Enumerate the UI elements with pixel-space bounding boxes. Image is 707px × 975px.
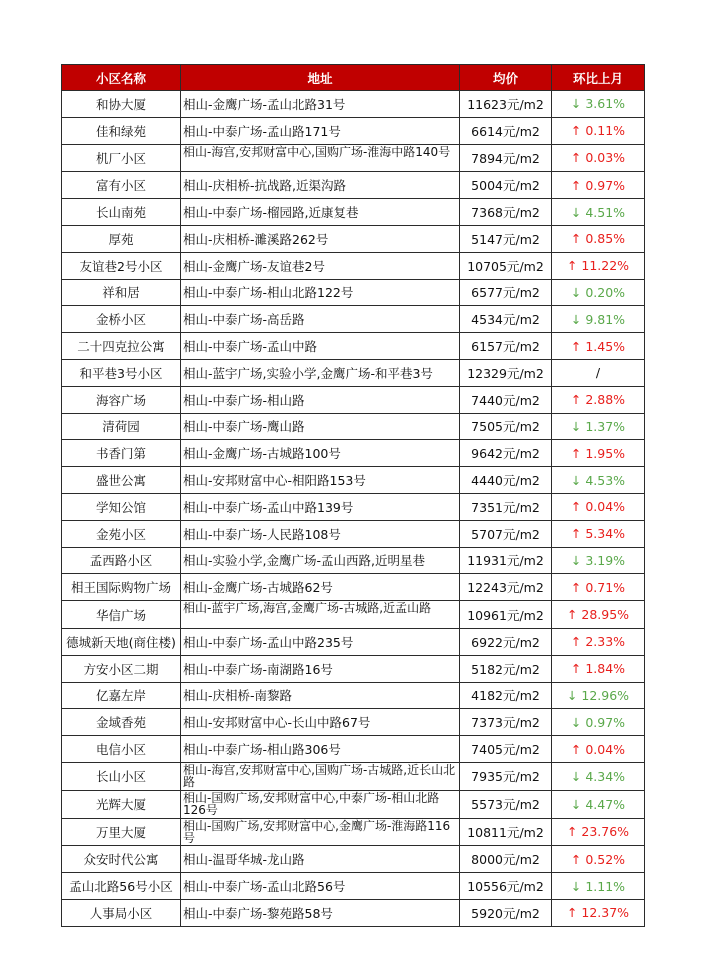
table-row — [62, 440, 645, 467]
address-cell: 相山-中泰广场-相山路 — [181, 386, 460, 413]
change-cell: ↑ 28.95% — [552, 601, 645, 629]
community-name-cell: 方安小区二期 — [62, 655, 181, 682]
community-name-cell: 学知公馆 — [62, 493, 181, 520]
average-price-cell: 7935元/m2 — [460, 762, 552, 790]
address-cell: 相山-金鹰广场-古城路100号 — [181, 440, 460, 467]
change-cell: / — [552, 359, 645, 386]
change-cell: ↓ 1.11% — [552, 873, 645, 900]
header-average-price: 均价 — [460, 65, 552, 91]
community-name-cell: 富有小区 — [62, 172, 181, 199]
table-row — [62, 762, 645, 790]
table-row — [62, 199, 645, 226]
community-name-cell: 书香门第 — [62, 440, 181, 467]
community-name-cell: 众安时代公寓 — [62, 846, 181, 873]
change-cell: ↑ 0.04% — [552, 493, 645, 520]
table-row — [62, 117, 645, 144]
average-price-cell: 10961元/m2 — [460, 601, 552, 629]
community-name-cell: 金苑小区 — [62, 520, 181, 547]
address-cell: 相山-中泰广场-孟山中路 — [181, 333, 460, 360]
change-cell: ↑ 0.52% — [552, 846, 645, 873]
change-cell: ↓ 4.47% — [552, 790, 645, 818]
table-row — [62, 225, 645, 252]
table-row — [62, 899, 645, 926]
community-name-cell: 机厂小区 — [62, 144, 181, 172]
table-row — [62, 413, 645, 440]
change-cell: ↑ 11.22% — [552, 252, 645, 279]
table-row — [62, 709, 645, 736]
average-price-cell: 10811元/m2 — [460, 818, 552, 846]
table-row — [62, 846, 645, 873]
address-cell: 相山-蓝宇广场,海宫,金鹰广场-古城路,近孟山路 — [181, 601, 460, 629]
community-name-cell: 祥和居 — [62, 279, 181, 306]
average-price-cell: 10705元/m2 — [460, 252, 552, 279]
community-name-cell: 德城新天地(商住楼) — [62, 628, 181, 655]
price-table-container — [61, 64, 645, 927]
community-name-cell: 电信小区 — [62, 736, 181, 763]
change-cell: ↑ 23.76% — [552, 818, 645, 846]
average-price-cell: 5573元/m2 — [460, 790, 552, 818]
average-price-cell: 7351元/m2 — [460, 493, 552, 520]
average-price-cell: 7405元/m2 — [460, 736, 552, 763]
address-cell: 相山-中泰广场-孟山路171号 — [181, 117, 460, 144]
community-name-cell: 友谊巷2号小区 — [62, 252, 181, 279]
address-cell: 相山-中泰广场-孟山中路139号 — [181, 493, 460, 520]
address-cell: 相山-中泰广场-榴园路,近康复巷 — [181, 199, 460, 226]
community-name-cell: 清荷园 — [62, 413, 181, 440]
change-cell: ↑ 1.45% — [552, 333, 645, 360]
community-name-cell: 海容广场 — [62, 386, 181, 413]
change-cell: ↓ 1.37% — [552, 413, 645, 440]
table-row — [62, 790, 645, 818]
community-name-cell: 人事局小区 — [62, 899, 181, 926]
community-name-cell: 金桥小区 — [62, 306, 181, 333]
community-name-cell: 光辉大厦 — [62, 790, 181, 818]
table-row — [62, 467, 645, 494]
table-row — [62, 601, 645, 629]
header-month-over-month: 环比上月 — [552, 65, 645, 91]
community-name-cell: 长山小区 — [62, 762, 181, 790]
address-cell: 相山-金鹰广场-友谊巷2号 — [181, 252, 460, 279]
address-cell: 相山-国购广场,安邦财富中心,金鹰广场-淮海路116号 — [181, 818, 460, 846]
average-price-cell: 8000元/m2 — [460, 846, 552, 873]
change-cell: ↓ 4.51% — [552, 199, 645, 226]
table-row — [62, 333, 645, 360]
change-cell: ↑ 0.11% — [552, 117, 645, 144]
change-cell: ↑ 0.71% — [552, 574, 645, 601]
community-name-cell: 华信广场 — [62, 601, 181, 629]
address-cell: 相山-金鹰广场-孟山北路31号 — [181, 91, 460, 118]
table-row — [62, 628, 645, 655]
change-cell: ↑ 2.88% — [552, 386, 645, 413]
change-cell: ↑ 0.04% — [552, 736, 645, 763]
table-row — [62, 386, 645, 413]
average-price-cell: 7368元/m2 — [460, 199, 552, 226]
average-price-cell: 6157元/m2 — [460, 333, 552, 360]
table-header — [62, 65, 645, 91]
community-name-cell: 盛世公寓 — [62, 467, 181, 494]
table-row — [62, 279, 645, 306]
table-row — [62, 655, 645, 682]
average-price-cell: 7894元/m2 — [460, 144, 552, 172]
address-cell: 相山-海宫,安邦财富中心,国购广场-古城路,近长山北路 — [181, 762, 460, 790]
address-cell: 相山-海宫,安邦财富中心,国购广场-淮海中路140号 — [181, 144, 460, 172]
average-price-cell: 12243元/m2 — [460, 574, 552, 601]
address-cell: 相山-金鹰广场-古城路62号 — [181, 574, 460, 601]
table-row — [62, 547, 645, 574]
average-price-cell: 5707元/m2 — [460, 520, 552, 547]
address-cell: 相山-安邦财富中心-相阳路153号 — [181, 467, 460, 494]
average-price-cell: 5920元/m2 — [460, 899, 552, 926]
average-price-cell: 12329元/m2 — [460, 359, 552, 386]
average-price-cell: 10556元/m2 — [460, 873, 552, 900]
address-cell: 相山-中泰广场-孟山北路56号 — [181, 873, 460, 900]
average-price-cell: 5147元/m2 — [460, 225, 552, 252]
table-row — [62, 818, 645, 846]
change-cell: ↑ 5.34% — [552, 520, 645, 547]
table-row — [62, 306, 645, 333]
address-cell: 相山-中泰广场-南湖路16号 — [181, 655, 460, 682]
table-row — [62, 359, 645, 386]
community-name-cell: 金域香苑 — [62, 709, 181, 736]
change-cell: ↓ 9.81% — [552, 306, 645, 333]
community-name-cell: 和平巷3号小区 — [62, 359, 181, 386]
change-cell: ↓ 0.97% — [552, 709, 645, 736]
address-cell: 相山-中泰广场-鹰山路 — [181, 413, 460, 440]
address-cell: 相山-温哥华城-龙山路 — [181, 846, 460, 873]
average-price-cell: 6614元/m2 — [460, 117, 552, 144]
table-row — [62, 172, 645, 199]
average-price-cell: 7373元/m2 — [460, 709, 552, 736]
table-row — [62, 682, 645, 709]
average-price-cell: 11623元/m2 — [460, 91, 552, 118]
header-community-name: 小区名称 — [62, 65, 181, 91]
address-cell: 相山-庆相桥-抗战路,近渠沟路 — [181, 172, 460, 199]
community-name-cell: 二十四克拉公寓 — [62, 333, 181, 360]
table-row — [62, 91, 645, 118]
change-cell: ↑ 0.03% — [552, 144, 645, 172]
change-cell: ↑ 1.84% — [552, 655, 645, 682]
change-cell: ↑ 2.33% — [552, 628, 645, 655]
address-cell: 相山-中泰广场-高岳路 — [181, 306, 460, 333]
community-name-cell: 孟山北路56号小区 — [62, 873, 181, 900]
average-price-cell: 4440元/m2 — [460, 467, 552, 494]
table-row — [62, 574, 645, 601]
average-price-cell: 6922元/m2 — [460, 628, 552, 655]
table-row — [62, 736, 645, 763]
header-address: 地址 — [181, 65, 460, 91]
change-cell: ↑ 12.37% — [552, 899, 645, 926]
change-cell: ↑ 1.95% — [552, 440, 645, 467]
address-cell: 相山-蓝宇广场,实验小学,金鹰广场-和平巷3号 — [181, 359, 460, 386]
header-row — [62, 65, 645, 91]
average-price-cell: 9642元/m2 — [460, 440, 552, 467]
average-price-cell: 5004元/m2 — [460, 172, 552, 199]
change-cell: ↓ 0.20% — [552, 279, 645, 306]
price-table — [61, 64, 645, 927]
community-name-cell: 长山南苑 — [62, 199, 181, 226]
address-cell: 相山-中泰广场-相山北路122号 — [181, 279, 460, 306]
address-cell: 相山-国购广场,安邦财富中心,中泰广场-相山北路126号 — [181, 790, 460, 818]
table-body — [62, 91, 645, 927]
table-row — [62, 252, 645, 279]
community-name-cell: 相王国际购物广场 — [62, 574, 181, 601]
table-row — [62, 493, 645, 520]
community-name-cell: 和协大厦 — [62, 91, 181, 118]
table-row — [62, 144, 645, 172]
table-row — [62, 873, 645, 900]
average-price-cell: 4182元/m2 — [460, 682, 552, 709]
address-cell: 相山-庆相桥-南黎路 — [181, 682, 460, 709]
address-cell: 相山-庆相桥-濉溪路262号 — [181, 225, 460, 252]
community-name-cell: 万里大厦 — [62, 818, 181, 846]
table-row — [62, 520, 645, 547]
address-cell: 相山-中泰广场-孟山中路235号 — [181, 628, 460, 655]
average-price-cell: 6577元/m2 — [460, 279, 552, 306]
community-name-cell: 亿嘉左岸 — [62, 682, 181, 709]
change-cell: ↓ 4.53% — [552, 467, 645, 494]
average-price-cell: 7440元/m2 — [460, 386, 552, 413]
average-price-cell: 4534元/m2 — [460, 306, 552, 333]
address-cell: 相山-安邦财富中心-长山中路67号 — [181, 709, 460, 736]
change-cell: ↓ 12.96% — [552, 682, 645, 709]
average-price-cell: 7505元/m2 — [460, 413, 552, 440]
address-cell: 相山-中泰广场-黎苑路58号 — [181, 899, 460, 926]
change-cell: ↑ 0.85% — [552, 225, 645, 252]
community-name-cell: 孟西路小区 — [62, 547, 181, 574]
community-name-cell: 佳和绿苑 — [62, 117, 181, 144]
change-cell: ↓ 3.19% — [552, 547, 645, 574]
address-cell: 相山-实验小学,金鹰广场-孟山西路,近明星巷 — [181, 547, 460, 574]
address-cell: 相山-中泰广场-相山路306号 — [181, 736, 460, 763]
change-cell: ↓ 4.34% — [552, 762, 645, 790]
community-name-cell: 厚苑 — [62, 225, 181, 252]
change-cell: ↑ 0.97% — [552, 172, 645, 199]
address-cell: 相山-中泰广场-人民路108号 — [181, 520, 460, 547]
change-cell: ↓ 3.61% — [552, 91, 645, 118]
average-price-cell: 11931元/m2 — [460, 547, 552, 574]
average-price-cell: 5182元/m2 — [460, 655, 552, 682]
